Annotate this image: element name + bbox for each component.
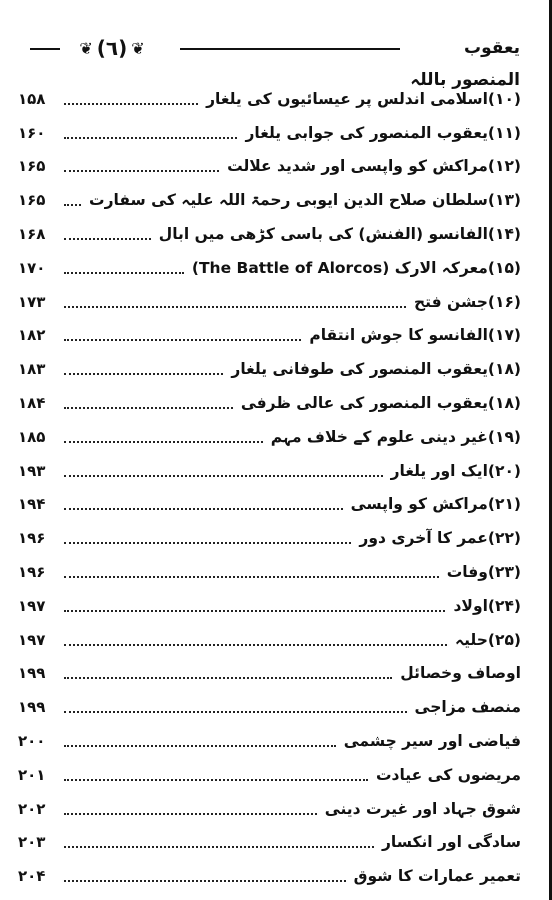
toc-entry[interactable] [18, 555, 521, 589]
toc-entry-page: ۱۸۲ [18, 326, 46, 345]
toc-entry-page: ۱۷۳ [18, 292, 46, 311]
toc-entry[interactable] [18, 792, 521, 826]
header-rule-left [30, 48, 60, 50]
toc-entry[interactable] [18, 758, 521, 792]
toc-entry-title: مریضوں کی عیادت [375, 765, 521, 784]
toc-entry-page: ۱۸۴ [18, 394, 46, 413]
toc-entry-page: ۱۶۵ [18, 157, 46, 176]
toc-entry-title: (۱۳)سلطان صلاح الدین ایوبی رحمۃ اللہ علیہ کی سفارت [89, 191, 521, 210]
toc-entry[interactable] [18, 82, 521, 116]
toc-entry-page: ۱۹۶ [18, 529, 46, 548]
dot-leader [64, 880, 346, 882]
dot-leader [64, 407, 233, 409]
header-rule-right [180, 48, 400, 50]
toc-entry-page: ۱۷۰ [18, 258, 46, 277]
toc-entry-title: (۱۹)غیر دینی علوم کے خلاف مہم [270, 427, 521, 446]
toc-entry[interactable] [18, 724, 521, 758]
toc-entry-title: منصف مزاجی [414, 698, 521, 717]
toc-entry[interactable] [18, 251, 521, 285]
page-header [30, 28, 520, 90]
toc-entry-page: ۱۵۸ [18, 89, 46, 108]
toc-entry-page: ۱۹۶ [18, 563, 46, 582]
dot-leader [64, 441, 263, 443]
toc-entry-page: ۱۹۷ [18, 630, 46, 649]
toc-entry[interactable] [18, 386, 521, 420]
toc-entry-title: (۲۱)مراکش کو واپسی [350, 495, 521, 514]
toc-entry-title: (۲۳)وفات [446, 563, 521, 582]
toc-entry-page: ۱۸۵ [18, 427, 46, 446]
toc-entry[interactable] [18, 488, 521, 522]
toc-entry-title: تعمیر عمارات کا شوق [353, 867, 521, 886]
toc-entry-title: (۱۵)معرکہ الارک (The Battle of Alorcos) [191, 258, 521, 277]
dot-leader [64, 813, 317, 815]
dot-leader [64, 306, 406, 308]
dot-leader [64, 508, 343, 510]
toc-entry[interactable] [18, 521, 521, 555]
toc-entry-title: (۱۰)اسلامی اندلس پر عیسائیوں کی یلغار [206, 89, 521, 108]
page-number-text: (٦) [96, 36, 128, 60]
dot-leader [64, 779, 368, 781]
dot-leader [64, 137, 237, 139]
toc-entry-page: ۲۰۳ [18, 833, 46, 852]
toc-entry[interactable] [18, 859, 521, 893]
toc-entry-page: ۱۹۹ [18, 664, 46, 683]
toc-entry-title: (۲۰)ایک اور یلغار [390, 461, 521, 480]
running-title: یعقوب المنصور باللہ [410, 38, 520, 90]
toc-entry-title: شوق جہاد اور غیرت دینی [324, 799, 521, 818]
toc-entry-page: ۱۹۷ [18, 596, 46, 615]
dot-leader [64, 576, 439, 578]
ornament-icon: ❦ [131, 38, 145, 58]
dot-leader [64, 542, 351, 544]
toc-entry-title: (۱۸)یعقوب المنصور کی طوفانی یلغار [231, 360, 521, 379]
toc-entry[interactable] [18, 183, 521, 217]
toc-entry-title: (۱۷)الفانسو کا جوش انتقام [309, 326, 521, 345]
toc-entry-title: (۱۱)یعقوب المنصور کی جوابی یلغار [245, 123, 521, 142]
toc-entry-title: فیاضی اور سیر چشمی [343, 732, 521, 751]
toc-entry[interactable] [18, 217, 521, 251]
toc-entry-page: ۲۰۰ [18, 732, 46, 751]
dot-leader [64, 711, 407, 713]
toc-entry[interactable] [18, 352, 521, 386]
toc-entry-title: (۲۵)حلیہ [454, 630, 521, 649]
dot-leader [64, 475, 383, 477]
toc-entry-title: سادگی اور انکسار [381, 833, 521, 852]
dot-leader [64, 677, 392, 679]
toc-entry-page: ۱۸۳ [18, 360, 46, 379]
dot-leader [64, 846, 374, 848]
dot-leader [64, 339, 301, 341]
toc-entry-page: ۱۶۸ [18, 225, 46, 244]
toc-entry-page: ۱۹۹ [18, 698, 46, 717]
toc-entry-page: ۱۹۳ [18, 461, 46, 480]
dot-leader [64, 103, 198, 105]
dot-leader [64, 745, 336, 747]
dot-leader [64, 644, 447, 646]
toc-entry[interactable] [18, 285, 521, 319]
toc-entry[interactable] [18, 150, 521, 184]
dot-leader [64, 373, 223, 375]
toc-entry-page: ۱۶۵ [18, 191, 46, 210]
toc-entry-page: ۱۹۴ [18, 495, 46, 514]
toc-entry[interactable] [18, 454, 521, 488]
toc-entry-title: (۱۶)جشن فتح [413, 292, 521, 311]
toc-entry-page: ۲۰۴ [18, 867, 46, 886]
toc-entry-page: ۱۶۰ [18, 123, 46, 142]
dot-leader [64, 238, 151, 240]
toc-entry-title: (۱۸)یعقوب المنصور کی عالی ظرفی [240, 394, 521, 413]
toc-entry[interactable] [18, 589, 521, 623]
toc-entry[interactable] [18, 116, 521, 150]
toc-entry-page: ۲۰۱ [18, 765, 46, 784]
ornament-icon: ❦ [79, 38, 93, 58]
dot-leader [64, 170, 219, 172]
toc-entry[interactable] [18, 657, 521, 691]
toc-entry-page: ۲۰۲ [18, 799, 46, 818]
toc-entry[interactable] [18, 690, 521, 724]
toc-entry-title: (۲۲)عمر کا آخری دور [359, 529, 521, 548]
toc-entry[interactable] [18, 420, 521, 454]
toc-entry[interactable] [18, 826, 521, 860]
dot-leader [64, 272, 184, 274]
table-of-contents [18, 82, 521, 893]
page-number [72, 32, 152, 64]
dot-leader [64, 204, 81, 206]
toc-entry-title: (۱۲)مراکش کو واپسی اور شدید علالت [227, 157, 521, 176]
toc-entry-title: (۲۴)اولاد [453, 596, 521, 615]
toc-entry[interactable] [18, 623, 521, 657]
toc-entry[interactable] [18, 319, 521, 353]
toc-entry-title: (۱۴)الفانسو (الفنش) کی باسی کڑھی میں ابال [158, 225, 521, 244]
dot-leader [64, 610, 445, 612]
toc-entry-title: اوصاف وخصائل [400, 664, 521, 683]
